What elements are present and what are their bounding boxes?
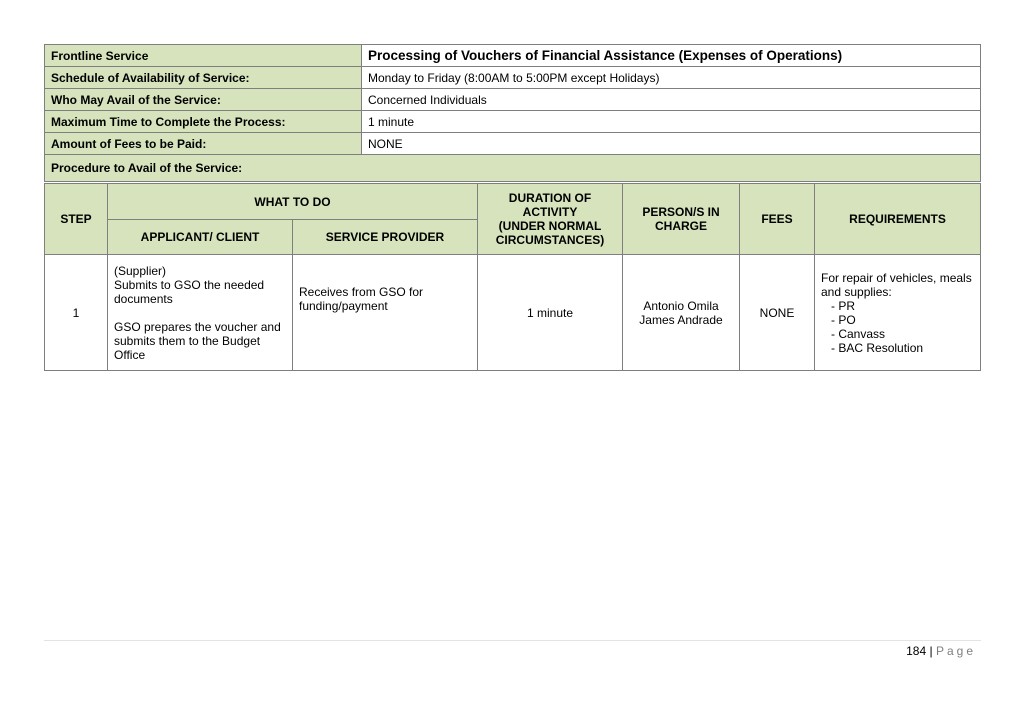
applicant-line-gso: GSO prepares the voucher and submits them to the Budget Office (114, 320, 281, 362)
frontline-value: Processing of Vouchers of Financial Assistance (Expenses of Operations) (362, 45, 981, 67)
header-applicant: APPLICANT/ CLIENT (108, 220, 293, 255)
procedure-table (44, 183, 981, 371)
who-label: Who May Avail of the Service: (45, 89, 362, 111)
duration-cell: 1 minute (478, 255, 623, 371)
requirements-list (821, 299, 974, 355)
requirement-item: - BAC Resolution (831, 341, 974, 355)
provider-cell: Receives from GSO for funding/payment (293, 255, 478, 371)
applicant-line-supplier: (Supplier) (114, 264, 167, 278)
header-provider: SERVICE PROVIDER (293, 220, 478, 255)
person-name: James Andrade (639, 312, 723, 327)
schedule-label: Schedule of Availability of Service: (45, 67, 362, 89)
applicant-line-submits: Submits to GSO the needed documents (114, 278, 265, 306)
frontline-label: Frontline Service (45, 45, 362, 67)
page-word: Page (935, 644, 976, 658)
header-requirements: REQUIREMENTS (815, 184, 981, 255)
page-number: 184 (906, 644, 927, 658)
applicant-cell (108, 255, 293, 371)
requirements-cell (815, 255, 981, 371)
requirements-intro: For repair of vehicles, meals and supplies: (821, 270, 972, 299)
fees-label: Amount of Fees to be Paid: (45, 133, 362, 155)
who-value: Concerned Individuals (362, 89, 981, 111)
max-time-value: 1 minute (362, 111, 981, 133)
person-name: Antonio Omila (643, 298, 719, 313)
table-row (45, 255, 981, 371)
header-person: PERSON/S IN CHARGE (623, 184, 740, 255)
page-separator: | (929, 644, 933, 658)
header-duration-line2: (UNDER NORMAL CIRCUMSTANCES) (495, 219, 605, 247)
schedule-value: Monday to Friday (8:00AM to 5:00PM except Holidays) (362, 67, 981, 89)
fees-cell: NONE (740, 255, 815, 371)
header-duration (478, 184, 623, 255)
requirement-item: - PR (831, 299, 974, 313)
header-duration-line1: DURATION OF ACTIVITY (508, 191, 592, 219)
procedure-label: Procedure to Avail of the Service: (45, 155, 981, 182)
requirement-item: - PO (831, 313, 974, 327)
page-footer (906, 644, 976, 658)
footer-divider (44, 640, 981, 641)
service-info-table (44, 44, 981, 182)
person-cell (623, 255, 740, 371)
fees-value: NONE (362, 133, 981, 155)
max-time-label: Maximum Time to Complete the Process: (45, 111, 362, 133)
step-cell: 1 (45, 255, 108, 371)
header-what-to-do: WHAT TO DO (108, 184, 478, 220)
requirement-item: - Canvass (831, 327, 974, 341)
header-fees: FEES (740, 184, 815, 255)
header-step: STEP (45, 184, 108, 255)
